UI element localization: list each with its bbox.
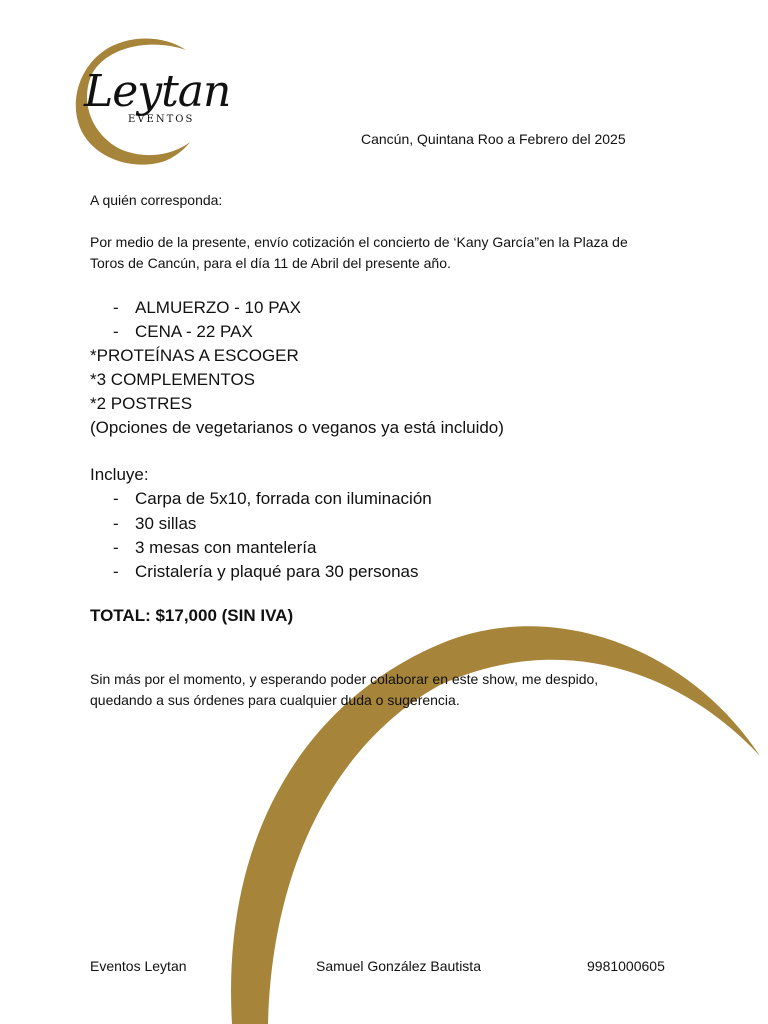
includes-item: Cristalería y plaqué para 30 personas xyxy=(135,562,419,581)
company-logo xyxy=(62,32,231,172)
menu-item-lunch: ALMUERZO - 10 PAX xyxy=(135,298,301,317)
menu-note: *PROTEÍNAS A ESCOGER xyxy=(90,346,299,365)
footer-phone: 9981000605 xyxy=(587,958,665,974)
includes-item: Carpa de 5x10, forrada con iluminación xyxy=(135,489,432,508)
includes-item: 3 mesas con mantelería xyxy=(135,538,317,557)
place-date: Cancún, Quintana Roo a Febrero del 2025 xyxy=(361,131,626,147)
closing-line-1: Sin más por el momento, y esperando poder colaborar en este show, me despido, xyxy=(90,671,599,687)
includes-title: Incluye: xyxy=(90,465,149,484)
closing-line-2: quedando a sus órdenes para cualquier duda o sugerencia. xyxy=(90,692,460,708)
footer-company: Eventos Leytan xyxy=(90,958,187,974)
total-price: TOTAL: $17,000 (SIN IVA) xyxy=(90,606,294,625)
intro-line-2: Toros de Cancún, para el día 11 de Abril del presente año. xyxy=(90,255,451,271)
list-dash: - xyxy=(113,489,119,508)
logo-script-text: Leytan xyxy=(84,66,231,117)
list-dash: - xyxy=(113,298,119,317)
greeting: A quién corresponda: xyxy=(90,192,223,208)
menu-note: (Opciones de vegetarianos o veganos ya está incluido) xyxy=(90,418,504,437)
list-dash: - xyxy=(113,562,119,581)
menu-note: *3 COMPLEMENTOS xyxy=(90,370,256,389)
includes-item: 30 sillas xyxy=(135,514,197,533)
list-dash: - xyxy=(113,538,119,557)
menu-item-dinner: CENA - 22 PAX xyxy=(135,322,253,341)
menu-note: *2 POSTRES xyxy=(90,394,193,413)
list-dash: - xyxy=(113,514,119,533)
list-dash: - xyxy=(113,322,119,341)
intro-line-1: Por medio de la presente, envío cotización el concierto de ‘Kany García”en la Plaza de xyxy=(90,234,628,250)
logo-subtitle: EVENTOS xyxy=(128,114,195,125)
footer-contact-name: Samuel González Bautista xyxy=(316,958,481,974)
